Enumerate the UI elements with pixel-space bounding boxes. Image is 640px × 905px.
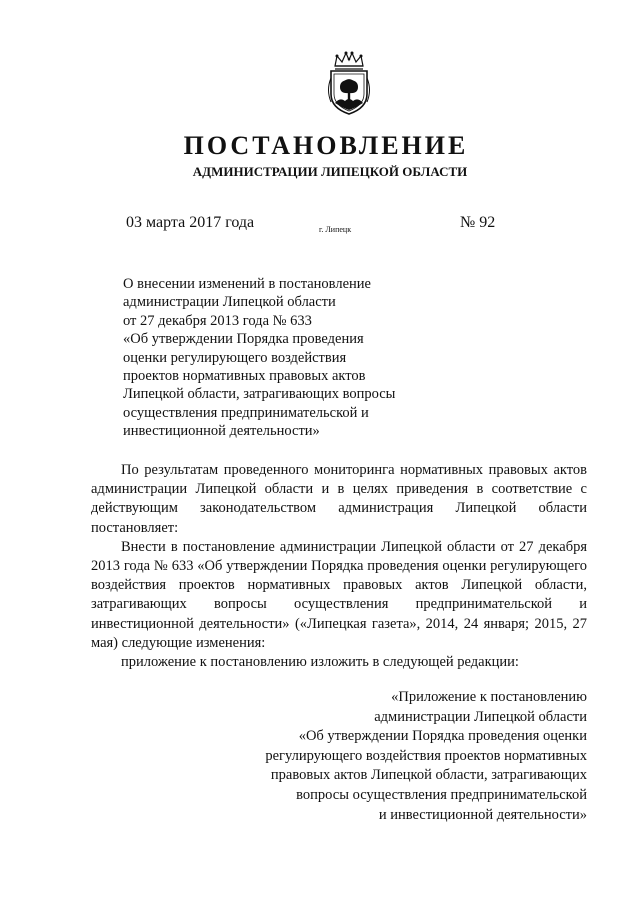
appendix-line: «Об утверждении Порядка проведения оценки (298, 728, 587, 745)
body-paragraph: Внести в постановление администрации Липецкой области от 27 декабря 2013 года № 633 «Об утверждении Порядка проведения оценки регулирующего воздействия проектов нормативных правовых актов Липецкой области, затрагивающих вопросы осуществления предпринимательской и инвестиционной деятельности» («Липецкая газета», 2014, 24 января; 2015, 27 мая) следующие изменения: (91, 538, 587, 651)
document-number: № 92 (460, 214, 496, 231)
document-date: 03 марта 2017 года (126, 214, 255, 231)
document-city: г. Липецк (319, 225, 352, 234)
subject-line: администрации Липецкой области (123, 294, 336, 311)
appendix-heading (200, 688, 587, 825)
lipetsk-coat-of-arms-icon (323, 50, 375, 116)
appendix-line: и инвестиционной деятельности» (378, 806, 587, 823)
subject-line: О внесении изменений в постановление (123, 276, 371, 292)
body-paragraph: приложение к постановлению изложить в следующей редакции: (121, 654, 519, 671)
appendix-line: регулирующего воздействия проектов нормативных (265, 747, 587, 764)
body-paragraph: По результатам проведенного мониторинга нормативных правовых актов администрации Липецкой области и в целях приведения в соответствие с действующим законодательством администрация Липецкой области постановляет: (91, 462, 587, 536)
subject-line: «Об утверждении Порядка проведения (123, 331, 364, 348)
appendix-line: «Приложение к постановлению (391, 689, 587, 705)
subject-line: Липецкой области, затрагивающих вопросы (123, 386, 396, 403)
document-body (91, 461, 587, 672)
subject-line: оценки регулирующего воздействия (123, 349, 347, 366)
appendix-line: вопросы осуществления предпринимательской (296, 786, 587, 803)
subject-line: проектов нормативных правовых актов (123, 368, 366, 385)
document-subject (123, 275, 423, 441)
subject-line: осуществления предпринимательской и (123, 404, 369, 421)
subject-line: от 27 декабря 2013 года № 633 (123, 312, 312, 329)
document-title: ПОСТАНОВЛЕНИЕ (183, 131, 469, 160)
subject-line: инвестиционной деятельности» (123, 423, 320, 440)
document-subtitle: АДМИНИСТРАЦИИ ЛИПЕЦКОЙ ОБЛАСТИ (192, 164, 468, 179)
appendix-line: администрации Липецкой области (374, 708, 587, 725)
appendix-line: правовых актов Липецкой области, затрагивающих (270, 767, 587, 784)
